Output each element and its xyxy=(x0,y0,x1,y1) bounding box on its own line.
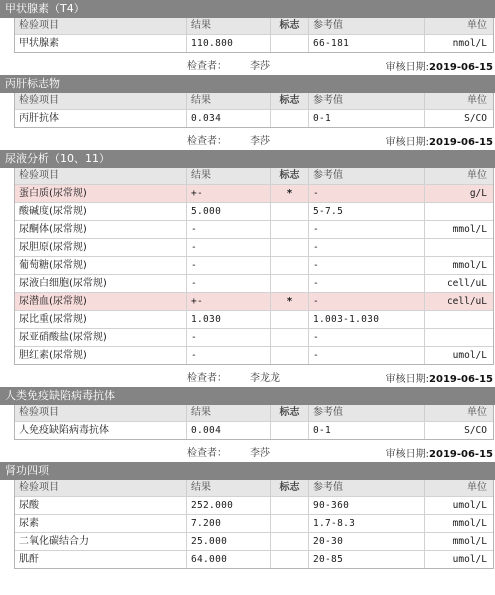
table-row xyxy=(15,328,493,346)
test-result-value: 5.000 xyxy=(186,203,270,220)
col-header-ref: 参考值 xyxy=(308,480,424,496)
test-item-name: 丙肝抗体 xyxy=(19,113,59,124)
col-header-result: 结果 xyxy=(186,18,270,34)
table-row xyxy=(15,421,493,439)
reference-range: 90-360 xyxy=(308,497,424,514)
checker-name: 李莎 xyxy=(250,136,270,147)
reference-range: 1.003-1.030 xyxy=(308,311,424,328)
abnormal-flag xyxy=(270,257,308,274)
review-date-value: 2019-06-15 xyxy=(429,62,493,73)
unit-label: cell/uL xyxy=(424,275,493,292)
col-header-ref: 参考值 xyxy=(308,405,424,421)
test-item-name: 肌酐 xyxy=(19,554,39,565)
col-header-ref: 参考值 xyxy=(308,168,424,184)
abnormal-result-row xyxy=(15,292,493,310)
abnormal-flag xyxy=(270,329,308,346)
abnormal-flag: * xyxy=(270,293,308,310)
col-header-item: 检验项目 xyxy=(19,482,59,493)
reference-range: - xyxy=(308,347,424,364)
table-row xyxy=(15,496,493,514)
test-item-name: 尿素 xyxy=(19,518,39,529)
review-date-label: 审核日期: xyxy=(385,374,430,385)
report-section xyxy=(0,150,495,387)
section-footer xyxy=(0,53,495,75)
table-header-row xyxy=(15,93,493,109)
abnormal-flag xyxy=(270,35,308,52)
unit-label: cell/uL xyxy=(424,293,493,310)
reference-range: 0-1 xyxy=(308,110,424,127)
abnormal-flag xyxy=(270,497,308,514)
test-item-name: 尿比重(尿常规) xyxy=(19,314,87,325)
col-header-unit: 单位 xyxy=(424,480,493,496)
col-header-result: 结果 xyxy=(186,480,270,496)
checker-name: 李莎 xyxy=(250,448,270,459)
section-title: 丙肝标志物 xyxy=(0,75,495,93)
checker-label: 检查者： xyxy=(187,136,227,147)
reference-range: - xyxy=(308,275,424,292)
table-row xyxy=(15,550,493,568)
review-date xyxy=(386,133,493,148)
review-date-label: 审核日期: xyxy=(385,449,430,460)
col-header-item: 检验项目 xyxy=(19,95,59,106)
col-header-flag: 标志 xyxy=(270,18,308,34)
table-row xyxy=(15,238,493,256)
table-row xyxy=(15,256,493,274)
col-header-item: 检验项目 xyxy=(19,20,59,31)
test-result-value: 0.004 xyxy=(186,422,270,439)
section-title: 甲状腺素（T4） xyxy=(0,0,495,18)
test-result-value: 0.034 xyxy=(186,110,270,127)
results-table xyxy=(14,405,494,440)
col-header-unit: 单位 xyxy=(424,405,493,421)
col-header-flag: 标志 xyxy=(270,480,308,496)
reference-range: - xyxy=(308,257,424,274)
abnormal-flag xyxy=(270,239,308,256)
report-section xyxy=(0,0,495,75)
reference-range: 1.7-8.3 xyxy=(308,515,424,532)
review-date-value: 2019-06-15 xyxy=(429,374,493,385)
section-title: 人类免疫缺陷病毒抗体 xyxy=(0,387,495,405)
test-result-value: - xyxy=(186,239,270,256)
col-header-result: 结果 xyxy=(186,93,270,109)
abnormal-flag xyxy=(270,533,308,550)
review-date-label: 审核日期: xyxy=(385,62,430,73)
abnormal-flag xyxy=(270,275,308,292)
section-footer xyxy=(0,128,495,150)
test-item-name: 蛋白质(尿常规) xyxy=(19,188,87,199)
reference-range: - xyxy=(308,329,424,346)
table-row xyxy=(15,532,493,550)
table-row xyxy=(15,202,493,220)
test-result-value: +- xyxy=(186,293,270,310)
table-row xyxy=(15,514,493,532)
table-row xyxy=(15,220,493,238)
results-table xyxy=(14,480,494,569)
unit-label: S/CO xyxy=(424,110,493,127)
unit-label: mmol/L xyxy=(424,515,493,532)
checker-name: 李龙龙 xyxy=(250,373,280,384)
test-item-name: 甲状腺素 xyxy=(19,38,59,49)
abnormal-result-row xyxy=(15,184,493,202)
unit-label xyxy=(424,311,493,328)
col-header-unit: 单位 xyxy=(424,18,493,34)
section-title: 尿液分析（10、11） xyxy=(0,150,495,168)
test-item-name: 尿酮体(尿常规) xyxy=(19,224,87,235)
reference-range: 20-85 xyxy=(308,551,424,568)
checker-label: 检查者： xyxy=(187,448,227,459)
test-result-value: +- xyxy=(186,185,270,202)
review-date-value: 2019-06-15 xyxy=(429,449,493,460)
table-header-row xyxy=(15,168,493,184)
unit-label: S/CO xyxy=(424,422,493,439)
reference-range: 5-7.5 xyxy=(308,203,424,220)
review-date xyxy=(386,445,493,460)
unit-label: umol/L xyxy=(424,497,493,514)
col-header-result: 结果 xyxy=(186,168,270,184)
results-table xyxy=(14,168,494,365)
checker-label: 检查者： xyxy=(187,61,227,72)
test-result-value: 1.030 xyxy=(186,311,270,328)
unit-label: mmol/L xyxy=(424,257,493,274)
table-header-row xyxy=(15,18,493,34)
test-item-name: 尿潜血(尿常规) xyxy=(19,296,87,307)
test-result-value: 25.000 xyxy=(186,533,270,550)
checker-label: 检查者： xyxy=(187,373,227,384)
unit-label: umol/L xyxy=(424,347,493,364)
abnormal-flag xyxy=(270,203,308,220)
table-header-row xyxy=(15,405,493,421)
reference-range: - xyxy=(308,185,424,202)
abnormal-flag: * xyxy=(270,185,308,202)
test-result-value: 252.000 xyxy=(186,497,270,514)
reference-range: - xyxy=(308,221,424,238)
reference-range: - xyxy=(308,239,424,256)
review-date-label: 审核日期: xyxy=(385,137,430,148)
test-result-value: - xyxy=(186,275,270,292)
test-item-name: 二氧化碳结合力 xyxy=(19,536,89,547)
test-item-name: 胆红素(尿常规) xyxy=(19,350,87,361)
test-item-name: 酸碱度(尿常规) xyxy=(19,206,87,217)
abnormal-flag xyxy=(270,311,308,328)
col-header-result: 结果 xyxy=(186,405,270,421)
col-header-unit: 单位 xyxy=(424,93,493,109)
test-result-value: - xyxy=(186,347,270,364)
test-item-name: 葡萄糖(尿常规) xyxy=(19,260,87,271)
report-section xyxy=(0,462,495,572)
test-result-value: 110.800 xyxy=(186,35,270,52)
col-header-flag: 标志 xyxy=(270,93,308,109)
table-row xyxy=(15,274,493,292)
reference-range: 20-30 xyxy=(308,533,424,550)
results-table xyxy=(14,18,494,53)
col-header-item: 检验项目 xyxy=(19,407,59,418)
report-section xyxy=(0,387,495,462)
abnormal-flag xyxy=(270,422,308,439)
test-item-name: 尿酸 xyxy=(19,500,39,511)
test-item-name: 人免疫缺陷病毒抗体 xyxy=(19,425,109,436)
test-item-name: 尿亚硝酸盐(尿常规) xyxy=(19,332,107,343)
table-row xyxy=(15,109,493,127)
reference-range: 66-181 xyxy=(308,35,424,52)
checker-name: 李莎 xyxy=(250,61,270,72)
section-footer xyxy=(0,365,495,387)
results-table xyxy=(14,93,494,128)
unit-label: umol/L xyxy=(424,551,493,568)
unit-label xyxy=(424,239,493,256)
col-header-ref: 参考值 xyxy=(308,93,424,109)
unit-label xyxy=(424,203,493,220)
col-header-flag: 标志 xyxy=(270,168,308,184)
unit-label: g/L xyxy=(424,185,493,202)
col-header-ref: 参考值 xyxy=(308,18,424,34)
col-header-flag: 标志 xyxy=(270,405,308,421)
review-date xyxy=(386,370,493,385)
test-result-value: - xyxy=(186,257,270,274)
review-date xyxy=(386,58,493,73)
table-row xyxy=(15,346,493,364)
reference-range: 0-1 xyxy=(308,422,424,439)
table-row xyxy=(15,310,493,328)
test-result-value: - xyxy=(186,221,270,238)
unit-label: nmol/L xyxy=(424,35,493,52)
section-title: 肾功四项 xyxy=(0,462,495,480)
abnormal-flag xyxy=(270,347,308,364)
table-row xyxy=(15,34,493,52)
test-item-name: 尿液白细胞(尿常规) xyxy=(19,278,107,289)
abnormal-flag xyxy=(270,110,308,127)
review-date-value: 2019-06-15 xyxy=(429,137,493,148)
unit-label: mmol/L xyxy=(424,533,493,550)
report-section xyxy=(0,75,495,150)
reference-range: - xyxy=(308,293,424,310)
unit-label: mmol/L xyxy=(424,221,493,238)
unit-label xyxy=(424,329,493,346)
section-footer xyxy=(0,440,495,462)
table-header-row xyxy=(15,480,493,496)
abnormal-flag xyxy=(270,551,308,568)
col-header-item: 检验项目 xyxy=(19,170,59,181)
abnormal-flag xyxy=(270,221,308,238)
section-spacer xyxy=(0,569,495,572)
test-result-value: 64.000 xyxy=(186,551,270,568)
abnormal-flag xyxy=(270,515,308,532)
col-header-unit: 单位 xyxy=(424,168,493,184)
test-result-value: 7.200 xyxy=(186,515,270,532)
test-result-value: - xyxy=(186,329,270,346)
test-item-name: 尿胆原(尿常规) xyxy=(19,242,87,253)
